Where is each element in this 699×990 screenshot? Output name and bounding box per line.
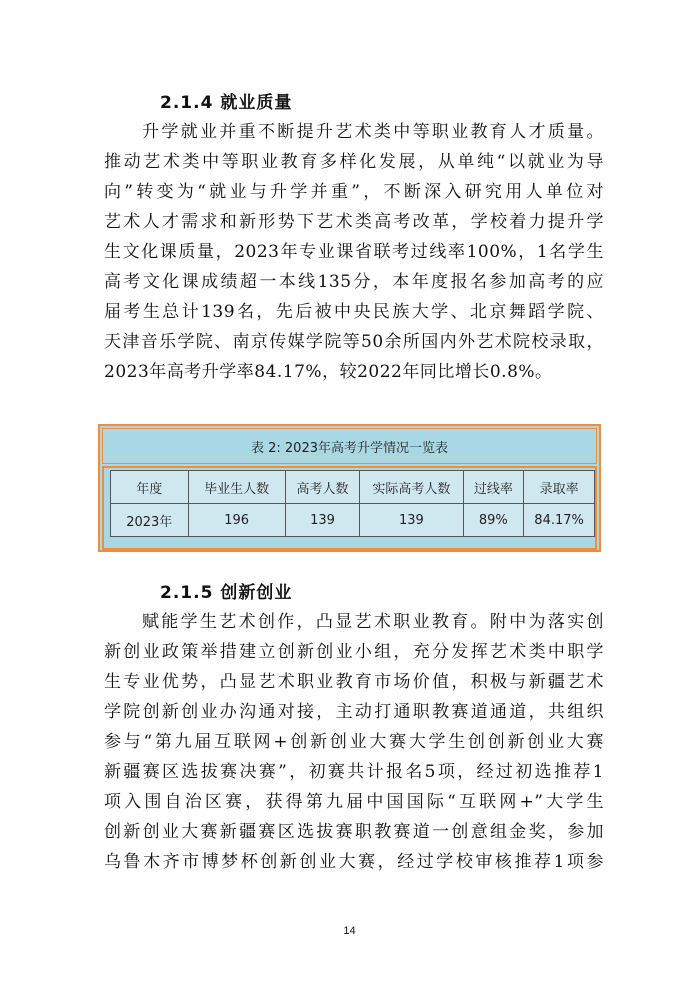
paragraph-line: 艺术人才需求和新形势下艺术类高考改革，学校着力提升学	[104, 212, 604, 232]
paragraph-line: 高考文化课成绩超一本线135分，本年度报名参加高考的应	[104, 272, 604, 292]
table-cell: 2023年	[111, 504, 189, 537]
paragraph-line: 2023年高考升学率84.17%，较2022年同比增长0.8%。	[104, 362, 553, 382]
paragraph-line: 学院创新创业办沟通对接，主动打通职教赛道通道，共组织	[104, 702, 604, 722]
table-caption: 表 2: 2023年高考升学情况一览表	[102, 428, 597, 464]
paragraph-line: 创新创业大赛新疆赛区选拔赛职教赛道一创意组金奖，参加	[104, 822, 604, 842]
table-cell: 139	[360, 504, 463, 537]
table-cell: 84.17%	[524, 504, 595, 537]
table-cell: 89%	[463, 504, 524, 537]
table-header-cell: 高考人数	[285, 471, 359, 504]
section-heading-innovation: 2.1.5 创新创业	[160, 583, 293, 603]
employment-paragraph	[104, 117, 604, 387]
paragraph-line: 推动艺术类中等职业教育多样化发展，从单纯“以就业为导	[104, 152, 604, 172]
paragraph-line: 项入围自治区赛，获得第九届中国国际“互联网+”大学生	[104, 792, 604, 812]
table-header-row	[111, 471, 595, 504]
paragraph-line: 升学就业并重不断提升艺术类中等职业教育人才质量。	[142, 122, 604, 142]
table-header-cell: 毕业生人数	[188, 471, 285, 504]
table-cell: 139	[285, 504, 359, 537]
paragraph-line: 赋能学生艺术创作，凸显艺术职业教育。附中为落实创	[142, 612, 604, 632]
paragraph-line: 新创业政策举措建立创新创业小组，充分发挥艺术类中职学	[104, 642, 604, 662]
paragraph-line: 生文化课质量，2023年专业课省联考过线率100%，1名学生	[104, 242, 604, 262]
page-number: 14	[343, 925, 356, 937]
table-header-cell: 录取率	[524, 471, 595, 504]
paragraph-line: 乌鲁木齐市博梦杯创新创业大赛，经过学校审核推荐1项参	[104, 852, 604, 872]
paragraph-line: 生专业优势，凸显艺术职业教育市场价值，积极与新疆艺术	[104, 672, 604, 692]
table-header-cell: 年度	[111, 471, 189, 504]
innovation-paragraph	[104, 607, 604, 877]
table-grid-box	[102, 466, 597, 550]
table-header-cell: 过线率	[463, 471, 524, 504]
admission-table-frame	[98, 424, 601, 552]
table-cell: 196	[188, 504, 285, 537]
paragraph-line: 参与“第九届互联网+创新创业大赛大学生创创新创业大赛	[104, 732, 604, 752]
paragraph-line: 向”转变为“就业与升学并重”，不断深入研究用人单位对	[104, 182, 604, 202]
paragraph-line: 新疆赛区选拔赛决赛”，初赛共计报名5项，经过初选推荐1	[104, 762, 604, 782]
admission-table	[110, 470, 595, 537]
table-row	[111, 504, 595, 537]
table-header-cell: 实际高考人数	[360, 471, 463, 504]
paragraph-line: 届考生总计139名，先后被中央民族大学、北京舞蹈学院、	[104, 302, 604, 322]
section-heading-employment: 2.1.4 就业质量	[160, 93, 293, 113]
paragraph-line: 天津音乐学院、南京传媒学院等50余所国内外艺术院校录取，	[104, 332, 604, 352]
